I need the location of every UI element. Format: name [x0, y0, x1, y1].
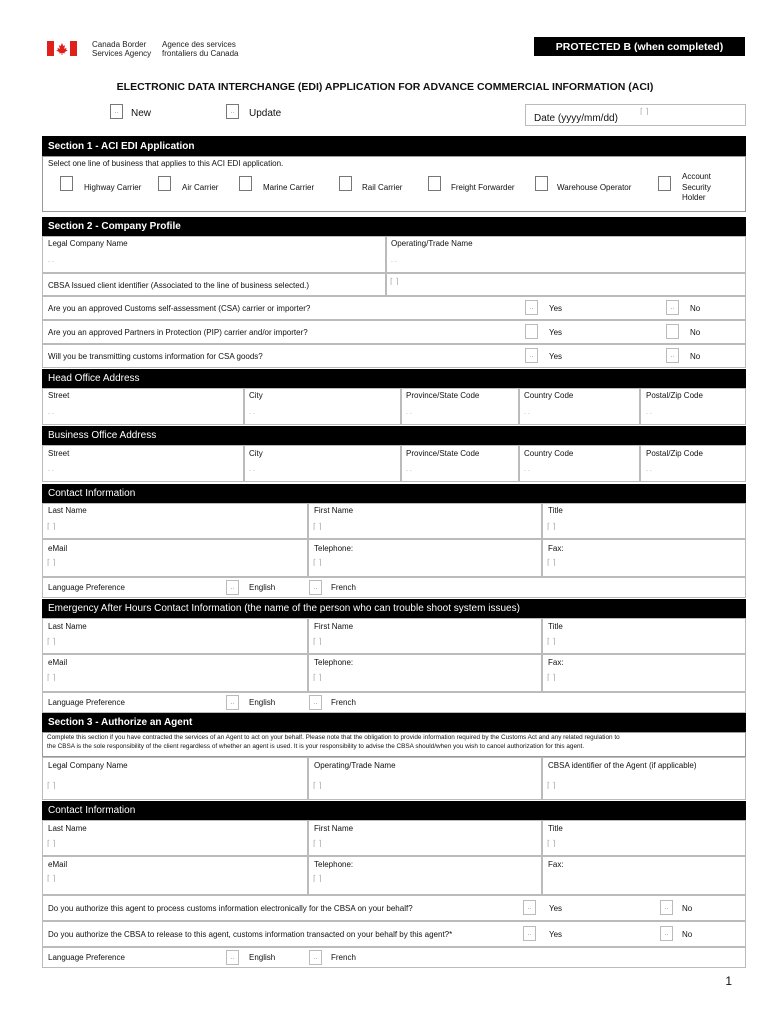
marine-carrier-checkbox[interactable]: [239, 176, 252, 191]
date-input-marker: ⌈ ⌉: [640, 107, 649, 116]
agent-release-question-label: Do you authorize the CBSA to release to this agent, customs information transacted on your behalf by this agent?*: [48, 930, 453, 939]
contact-header: Contact Information: [42, 484, 746, 503]
account-label-line2: Security: [682, 182, 711, 192]
new-checkbox[interactable]: ..: [110, 104, 123, 119]
contact-language-label: Language Preference: [48, 583, 125, 592]
agent-fax-field[interactable]: [542, 856, 746, 895]
section3-note-line1: Complete this section if you have contracted the services of an Agent to act on your behalf. Please note that the obligation to provide information required by the Customs Act and any related regulation to: [47, 734, 620, 741]
cbsa-id-input-marker: ⌈ ⌉: [390, 277, 399, 286]
contact-french-checkbox[interactable]: ..: [309, 580, 322, 595]
warehouse-operator-label: Warehouse Operator: [557, 183, 632, 192]
contact-fax-label: Fax:: [548, 544, 564, 553]
head-street-field[interactable]: [42, 388, 244, 425]
agent-release-no-label: No: [682, 930, 693, 939]
agent-english-label: English: [249, 953, 276, 962]
contact-last-marker: ⌈ ⌉: [47, 522, 56, 531]
contact-french-label: French: [331, 583, 356, 592]
head-country-label: Country Code: [524, 391, 574, 400]
head-city-marker: . .: [249, 409, 255, 416]
agent-telephone-marker: ⌈ ⌉: [313, 874, 322, 883]
agent-cbsa-id-label: CBSA identifier of the Agent (if applicable): [548, 761, 697, 770]
contact-email-field[interactable]: [42, 539, 308, 577]
agent-last-marker: ⌈ ⌉: [47, 839, 56, 848]
emergency-title-field[interactable]: [542, 618, 746, 654]
warehouse-operator-checkbox[interactable]: [535, 176, 548, 191]
contact-last-name-label: Last Name: [48, 506, 87, 515]
contact-english-label: English: [249, 583, 276, 592]
business-province-marker: . .: [406, 466, 412, 473]
emergency-fax-label: Fax:: [548, 658, 564, 667]
contact-language-row: [42, 577, 746, 598]
emergency-telephone-marker: ⌈ ⌉: [313, 673, 322, 682]
csa-yes-checkbox[interactable]: ..: [525, 300, 538, 315]
agent-last-name-label: Last Name: [48, 824, 87, 833]
air-carrier-checkbox[interactable]: [158, 176, 171, 191]
emergency-language-row: [42, 692, 746, 713]
head-province-marker: . .: [406, 409, 412, 416]
emergency-last-marker: ⌈ ⌉: [47, 637, 56, 646]
emergency-first-marker: ⌈ ⌉: [313, 637, 322, 646]
head-country-marker: . .: [524, 409, 530, 416]
agent-email-marker: ⌈ ⌉: [47, 874, 56, 883]
business-office-header: Business Office Address: [42, 426, 746, 445]
contact-fax-marker: ⌈ ⌉: [547, 558, 556, 567]
pip-no-label: No: [690, 328, 701, 337]
emergency-contact-header: Emergency After Hours Contact Information (the name of the person who can trouble shoot system issues): [42, 599, 746, 618]
pip-no-checkbox[interactable]: [666, 324, 679, 339]
page-number: 1: [725, 974, 732, 988]
marine-carrier-label: Marine Carrier: [263, 183, 315, 192]
csa-no-label: No: [690, 304, 701, 313]
contact-english-checkbox[interactable]: ..: [226, 580, 239, 595]
head-postal-marker: . .: [646, 409, 652, 416]
agent-contact-header: Contact Information: [42, 801, 746, 820]
agent-french-label: French: [331, 953, 356, 962]
business-city-marker: . .: [249, 466, 255, 473]
agent-trade-marker: ⌈ ⌉: [313, 781, 322, 790]
agent-english-checkbox[interactable]: ..: [226, 950, 239, 965]
contact-first-marker: ⌈ ⌉: [313, 522, 322, 531]
contact-email-marker: ⌈ ⌉: [47, 558, 56, 567]
emergency-title-label: Title: [548, 622, 563, 631]
agency-en-line1: Canada Border: [92, 40, 147, 49]
agent-process-no-checkbox[interactable]: ..: [660, 900, 673, 915]
head-city-label: City: [249, 391, 263, 400]
agent-legal-marker: ⌈ ⌉: [47, 781, 56, 790]
section1-instruction: Select one line of business that applies to this ACI EDI application.: [48, 159, 284, 168]
agent-first-name-label: First Name: [314, 824, 354, 833]
emergency-french-label: French: [331, 698, 356, 707]
head-province-label: Province/State Code: [406, 391, 480, 400]
csa-question-label: Are you an approved Customs self-assessment (CSA) carrier or importer?: [48, 304, 311, 313]
contact-email-label: eMail: [48, 544, 68, 553]
agent-process-yes-label: Yes: [549, 904, 563, 913]
agency-fr-line2: frontaliers du Canada: [162, 49, 239, 58]
contact-telephone-marker: ⌈ ⌉: [313, 558, 322, 567]
business-street-field[interactable]: [42, 445, 244, 482]
head-office-header: Head Office Address: [42, 369, 746, 388]
agent-title-field[interactable]: [542, 820, 746, 856]
csa-goods-no-label: No: [690, 352, 701, 361]
agent-release-yes-label: Yes: [549, 930, 563, 939]
account-security-holder-label: [682, 172, 711, 204]
business-city-field[interactable]: [244, 445, 401, 482]
highway-carrier-label: Highway Carrier: [84, 183, 142, 192]
pip-question-label: Are you an approved Partners in Protection (PIP) carrier and/or importer?: [48, 328, 308, 337]
agency-name-english: [92, 40, 151, 58]
new-label: New: [131, 108, 152, 119]
agency-en-line2: Services Agency: [92, 49, 152, 58]
emergency-email-marker: ⌈ ⌉: [47, 673, 56, 682]
emergency-email-label: eMail: [48, 658, 68, 667]
freight-forwarder-checkbox[interactable]: [428, 176, 441, 191]
section3-header: Section 3 - Authorize an Agent: [42, 713, 746, 732]
agent-release-yes-checkbox[interactable]: ..: [523, 926, 536, 941]
cbsa-client-id-field[interactable]: [386, 273, 746, 296]
emergency-english-checkbox[interactable]: ..: [226, 695, 239, 710]
emergency-fax-marker: ⌈ ⌉: [547, 673, 556, 682]
agent-process-no-label: No: [682, 904, 693, 913]
csa-goods-yes-checkbox[interactable]: ..: [525, 348, 538, 363]
agent-process-question-label: Do you authorize this agent to process customs information electronically for the CBSA on your behalf?: [48, 904, 413, 913]
emergency-last-name-label: Last Name: [48, 622, 87, 631]
contact-title-label: Title: [548, 506, 563, 515]
emergency-language-label: Language Preference: [48, 698, 125, 707]
agent-legal-name-label: Legal Company Name: [48, 761, 128, 770]
contact-first-name-label: First Name: [314, 506, 354, 515]
freight-forwarder-label: Freight Forwarder: [451, 183, 515, 192]
form-title: ELECTRONIC DATA INTERCHANGE (EDI) APPLICATION FOR ADVANCE COMMERCIAL INFORMATION (ACI): [116, 81, 654, 93]
account-label-line1: Account: [682, 172, 711, 181]
section2-header: Section 2 - Company Profile: [42, 217, 746, 236]
update-label: Update: [249, 108, 282, 119]
pip-yes-checkbox[interactable]: [525, 324, 538, 339]
agent-release-no-checkbox[interactable]: ..: [660, 926, 673, 941]
cbsa-client-id-label: CBSA Issued client identifier (Associated to the line of business selected.): [48, 281, 310, 290]
section1-header: Section 1 - ACI EDI Application: [42, 136, 746, 156]
csa-goods-yes-label: Yes: [549, 352, 563, 361]
account-label-line3: Holder: [682, 193, 706, 202]
csa-goods-no-checkbox[interactable]: ..: [666, 348, 679, 363]
head-city-field[interactable]: [244, 388, 401, 425]
highway-carrier-checkbox[interactable]: [60, 176, 73, 191]
emergency-first-name-label: First Name: [314, 622, 354, 631]
agent-email-label: eMail: [48, 860, 68, 869]
business-postal-marker: . .: [646, 466, 652, 473]
agent-french-checkbox[interactable]: ..: [309, 950, 322, 965]
csa-yes-label: Yes: [549, 304, 563, 313]
contact-title-field[interactable]: [542, 503, 746, 539]
air-carrier-label: Air Carrier: [182, 183, 219, 192]
emergency-telephone-label: Telephone:: [314, 658, 354, 667]
operating-trade-name-label: Operating/Trade Name: [391, 239, 473, 248]
canada-flag-icon: [47, 41, 77, 56]
agent-fax-label: Fax:: [548, 860, 564, 869]
section3-note-line2: the CBSA is the sole responsibility of the client regardless of whether an agent is used. It is your responsibility to advise the CBSA should/when you wish to cancel authorization for this agent.: [47, 743, 585, 750]
business-street-marker: . .: [48, 466, 54, 473]
head-street-marker: . .: [48, 409, 54, 416]
head-postal-label: Postal/Zip Code: [646, 391, 703, 400]
rail-carrier-checkbox[interactable]: [339, 176, 352, 191]
agency-name-french: [162, 40, 239, 58]
agent-language-row: [42, 947, 746, 968]
csa-no-checkbox[interactable]: ..: [666, 300, 679, 315]
date-label: Date (yyyy/mm/dd): [534, 113, 618, 124]
agent-language-label: Language Preference: [48, 953, 125, 962]
business-province-label: Province/State Code: [406, 449, 480, 458]
emergency-fax-field[interactable]: [542, 654, 746, 692]
rail-carrier-label: Rail Carrier: [362, 183, 403, 192]
contact-fax-field[interactable]: [542, 539, 746, 577]
emergency-english-label: English: [249, 698, 276, 707]
protected-banner: PROTECTED B (when completed): [534, 37, 745, 56]
agent-title-marker: ⌈ ⌉: [547, 839, 556, 848]
agent-first-marker: ⌈ ⌉: [313, 839, 322, 848]
account-security-holder-checkbox[interactable]: [658, 176, 671, 191]
legal-company-name-label: Legal Company Name: [48, 239, 128, 248]
business-country-label: Country Code: [524, 449, 574, 458]
contact-title-marker: ⌈ ⌉: [547, 522, 556, 531]
legal-name-input-marker: . .: [48, 257, 54, 264]
agent-email-field[interactable]: [42, 856, 308, 895]
business-country-marker: . .: [524, 466, 530, 473]
emergency-french-checkbox[interactable]: ..: [309, 695, 322, 710]
agency-fr-line1: Agence des services: [162, 40, 236, 49]
agent-telephone-label: Telephone:: [314, 860, 354, 869]
update-checkbox[interactable]: ..: [226, 104, 239, 119]
agent-process-yes-checkbox[interactable]: ..: [523, 900, 536, 915]
agent-trade-name-label: Operating/Trade Name: [314, 761, 396, 770]
head-street-label: Street: [48, 391, 70, 400]
business-city-label: City: [249, 449, 263, 458]
agent-title-label: Title: [548, 824, 563, 833]
csa-goods-question-label: Will you be transmitting customs information for CSA goods?: [48, 352, 263, 361]
business-postal-label: Postal/Zip Code: [646, 449, 703, 458]
business-street-label: Street: [48, 449, 70, 458]
pip-yes-label: Yes: [549, 328, 563, 337]
agent-id-marker: ⌈ ⌉: [547, 781, 556, 790]
trade-name-input-marker: . .: [391, 257, 397, 264]
contact-telephone-label: Telephone:: [314, 544, 354, 553]
emergency-title-marker: ⌈ ⌉: [547, 637, 556, 646]
emergency-email-field[interactable]: [42, 654, 308, 692]
